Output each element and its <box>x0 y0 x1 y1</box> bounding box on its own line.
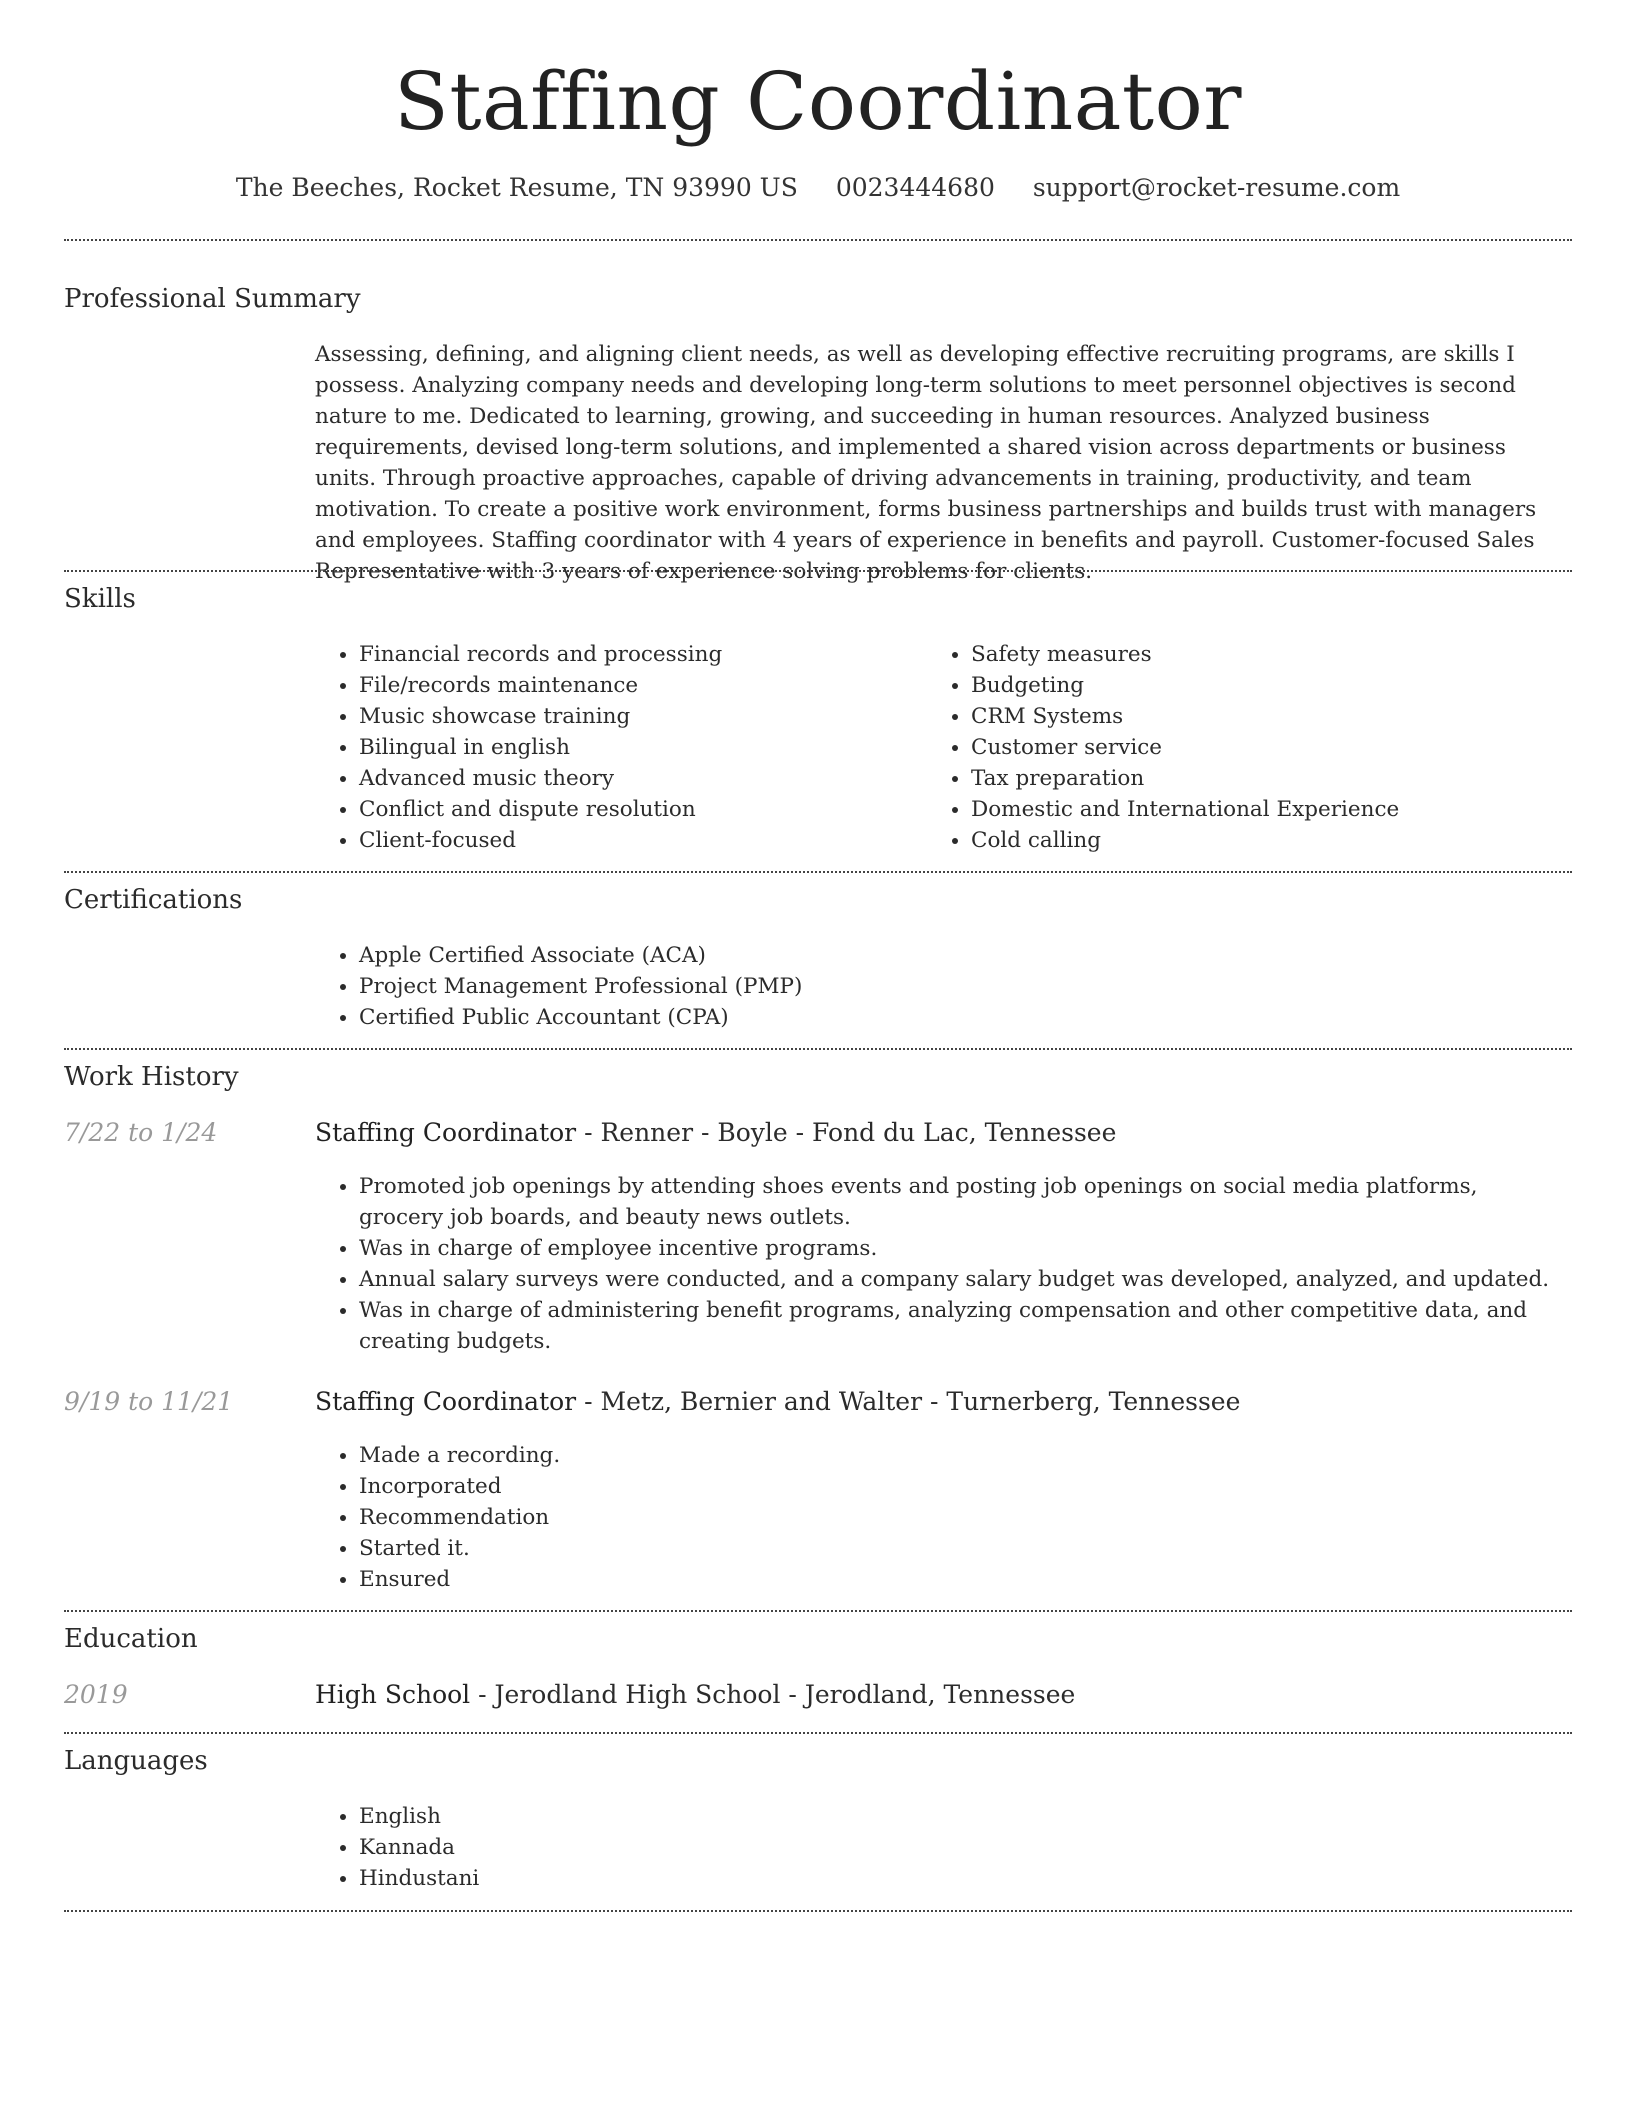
education-degree: High School <box>315 1680 471 1709</box>
list-item: • Budgeting <box>971 670 1543 701</box>
list-item: • Promoted job openings by attending shoes events and posting job openings on social media platforms, grocery job boards, and beauty news outlets. <box>359 1171 1551 1233</box>
section-title-languages: Languages <box>64 1746 208 1776</box>
job-dates: 7/22 to 1/24 <box>64 1118 218 1147</box>
list-item: • Kannada <box>359 1832 1551 1863</box>
section-title-certifications: Certifications <box>64 885 243 915</box>
list-item: • Music showcase training <box>359 701 931 732</box>
job-dates: 9/19 to 11/21 <box>64 1387 234 1416</box>
list-item: • File/records maintenance <box>359 670 931 701</box>
education-entry <box>315 1678 1551 1712</box>
contact-email: support@rocket-resume.com <box>1032 173 1401 202</box>
job-bullets <box>315 1440 1551 1595</box>
list-item: • Recommendation <box>359 1502 1551 1533</box>
divider <box>64 239 1572 241</box>
list-item: • Started it. <box>359 1533 1551 1564</box>
list-item: • Advanced music theory <box>359 763 931 794</box>
contact-line <box>64 170 1572 206</box>
list-item: • CRM Systems <box>971 701 1543 732</box>
job-details: - Metz, Bernier and Walter - Turnerberg, Tennessee <box>576 1387 1241 1416</box>
job-bullets <box>315 1171 1551 1357</box>
list-item: • Certified Public Accountant (CPA) <box>359 1002 1551 1033</box>
certifications-list <box>315 940 1551 1033</box>
list-item: • Hindustani <box>359 1863 1551 1894</box>
job-role: Staffing Coordinator <box>315 1118 577 1147</box>
list-item: • Financial records and processing <box>359 639 931 670</box>
section-title-work-history: Work History <box>64 1062 239 1092</box>
section-title-education: Education <box>64 1624 198 1654</box>
list-item: • Was in charge of administering benefit programs, analyzing compensation and other competitive data, and creating budgets. <box>359 1295 1551 1357</box>
list-item: • Conflict and dispute resolution <box>359 794 931 825</box>
divider <box>64 871 1572 873</box>
candidate-name: Staffing Coordinator <box>394 55 1242 148</box>
summary-section <box>315 339 1551 587</box>
job-role: Staffing Coordinator <box>315 1387 577 1416</box>
summary-text: Assessing, defining, and aligning client needs, as well as developing effective recruiting programs, are skills I possess. Analyzing company needs and developing long-term solutions to meet personnel objectives is second nature to me. Dedicated to learning, growing, and succeeding in human resources. Analyzed business requirements, devised long-term solutions, and implemented a shared vision across departments or business units. Through proactive approaches, capable of driving advancements in training, productivity, and team motivation. To create a positive work environment, forms business partnerships and builds trust with managers and employees. Staffing coordinator with 4 years of experience in benefits and payroll. Customer-focused Sales Representative with 3 years of experience solving problems for clients. <box>315 342 1537 584</box>
divider <box>64 570 1572 572</box>
job-title <box>315 1116 1551 1150</box>
list-item: • Annual salary surveys were conducted, and a company salary budget was developed, analyzed, and updated. <box>359 1264 1551 1295</box>
list-item: • Tax preparation <box>971 763 1543 794</box>
job-details: - Renner - Boyle - Fond du Lac, Tennessee <box>576 1118 1117 1147</box>
list-item: • Client-focused <box>359 825 931 856</box>
list-item: • Domestic and International Experience <box>971 794 1543 825</box>
divider <box>64 1732 1572 1734</box>
list-item: • Project Management Professional (PMP) <box>359 971 1551 1002</box>
list-item: • English <box>359 1801 1551 1832</box>
divider <box>64 1610 1572 1612</box>
list-item: • Was in charge of employee incentive programs. <box>359 1233 1551 1264</box>
section-title-skills: Skills <box>64 584 136 614</box>
education-year: 2019 <box>64 1680 128 1709</box>
list-item: • Cold calling <box>971 825 1543 856</box>
skills-column-right <box>927 639 1543 856</box>
list-item: • Apple Certified Associate (ACA) <box>359 940 1551 971</box>
list-item: • Safety measures <box>971 639 1543 670</box>
list-item: • Customer service <box>971 732 1543 763</box>
skills-column-left <box>315 639 931 856</box>
section-title-summary: Professional Summary <box>64 284 361 314</box>
divider <box>64 1048 1572 1050</box>
list-item: • Made a recording. <box>359 1440 1551 1471</box>
list-item: • Bilingual in english <box>359 732 931 763</box>
education-details: - Jerodland High School - Jerodland, Tennessee <box>470 1680 1076 1709</box>
divider <box>64 1910 1572 1912</box>
languages-list <box>315 1801 1551 1894</box>
list-item: • Ensured <box>359 1564 1551 1595</box>
job-title <box>315 1385 1551 1419</box>
list-item: • Incorporated <box>359 1471 1551 1502</box>
contact-phone: 0023444680 <box>835 173 995 202</box>
contact-address: The Beeches, Rocket Resume, TN 93990 US <box>235 173 798 202</box>
